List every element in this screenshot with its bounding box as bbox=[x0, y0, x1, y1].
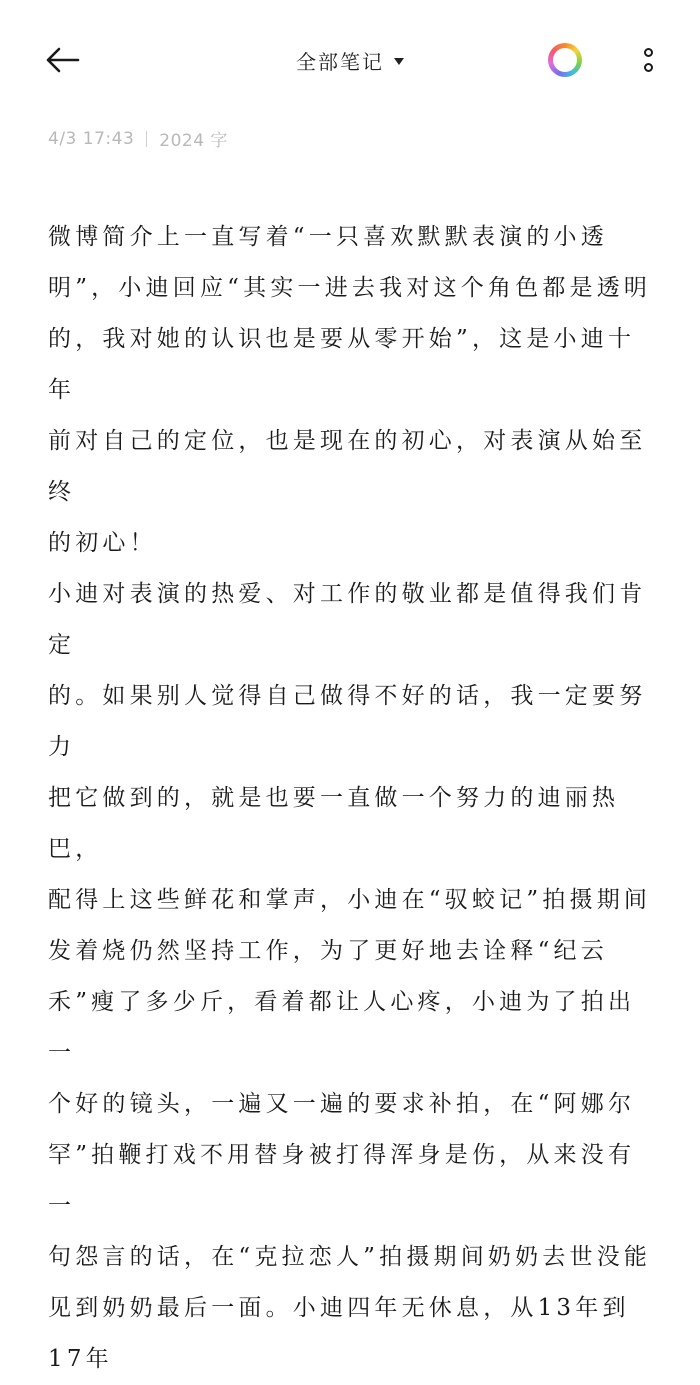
more-options-button[interactable] bbox=[634, 42, 662, 78]
note-metadata bbox=[48, 126, 228, 151]
color-ring-icon[interactable] bbox=[548, 43, 582, 77]
caret-down-icon bbox=[394, 58, 404, 65]
notes-filter-dropdown[interactable] bbox=[296, 46, 404, 75]
note-paragraph: 小迪对表演的热爱、对工作的敬业都是值得我们肯定 的。如果别人觉得自己做得不好的话，我一定要努力 把它做到的，就是也要一直做一个努力的迪丽热巴， 配得上这些鲜花和掌声，小迪在“驭蛟记”拍摄期间 发着烧仍然坚持工作，为了更好地去诠释“纪云 禾”瘦了多少斤，看着都让人心疼，小迪为了拍出一 个好的镜头，一遍又一遍的要求补拍，在“阿娜尔 罕”拍鞭打戏不用替身被打得浑身是伤，从来没有一 句怨言的话，在“克拉恋人”拍摄期间奶奶去世没能 见到奶奶最后一面。小迪四年无休息，从13年到17年 bbox=[48, 581, 652, 1372]
title-area bbox=[0, 42, 700, 78]
note-word-count: 2024 字 bbox=[159, 131, 228, 151]
vertical-ellipsis-icon bbox=[644, 48, 653, 57]
note-paragraph: 微博简介上一直写着“一只喜欢默默表演的小透 明”，小迪回应“其实一进去我对这个角色都是透明 的，我对她的认识也是要从零开始”，这是小迪十年 前对自己的定位，也是现在的初心，对表演从始至终 的初心！ bbox=[48, 224, 652, 556]
top-toolbar bbox=[0, 0, 700, 120]
note-datetime: 4/3 17:43 bbox=[48, 128, 135, 149]
note-body[interactable] bbox=[48, 212, 654, 1385]
vertical-ellipsis-icon bbox=[644, 63, 653, 72]
page-title: 全部笔记 bbox=[296, 49, 384, 74]
meta-divider bbox=[146, 131, 147, 147]
